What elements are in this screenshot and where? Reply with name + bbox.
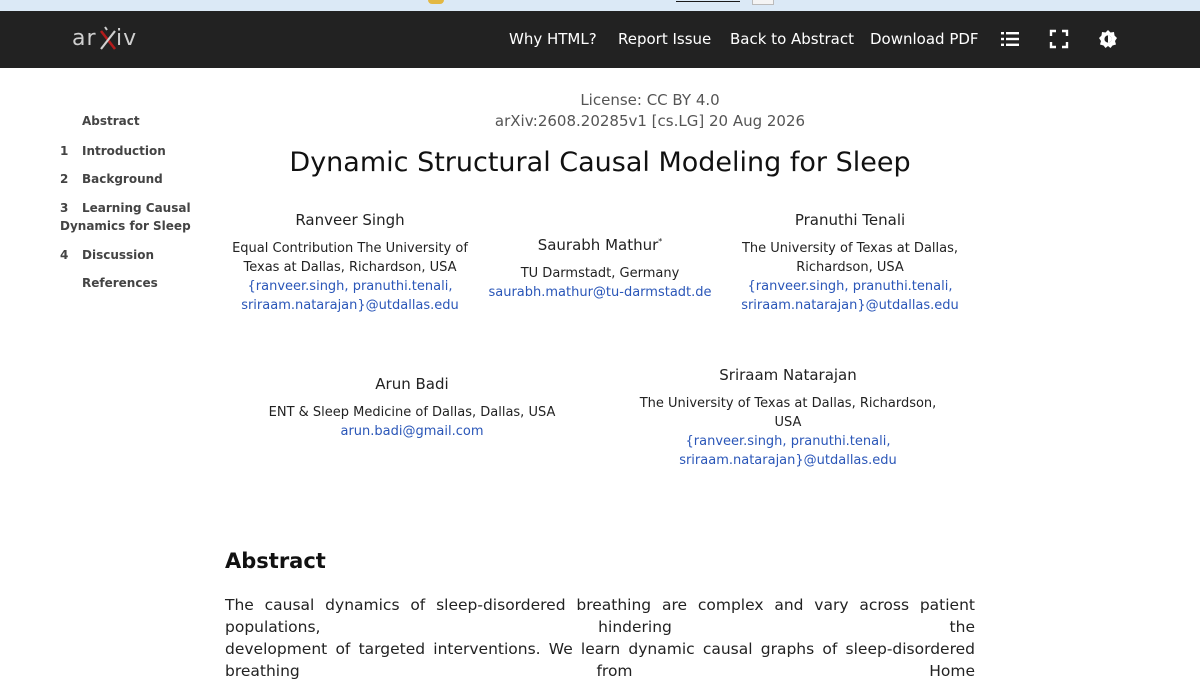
- back-to-abstract-link[interactable]: Back to Abstract: [730, 30, 854, 48]
- download-pdf-link[interactable]: Download PDF: [870, 30, 979, 48]
- abstract-line: The causal dynamics of sleep-disordered breathing are complex and vary across patient populations, hindering the: [225, 596, 975, 636]
- toc-label: Learning Causal Dynamics for Sleep: [60, 201, 191, 233]
- author-block: [262, 375, 562, 441]
- toc-number: 3: [60, 201, 69, 215]
- equal-contribution-mark: *: [658, 237, 663, 246]
- author-affiliation: Richardson, USA: [796, 260, 904, 275]
- report-issue-link[interactable]: Report Issue: [618, 30, 712, 48]
- svg-text:ar: ar: [72, 26, 97, 51]
- banner-emoji-icon: [428, 0, 444, 4]
- author-email[interactable]: {ranveer.singh, pranuthi.tenali,: [685, 434, 891, 449]
- author-block: [730, 211, 970, 315]
- arxiv-logo[interactable]: [72, 23, 142, 55]
- toc-label: Background: [82, 172, 163, 186]
- abstract-heading: Abstract: [225, 549, 326, 573]
- author-affiliation: Equal Contribution The University of: [232, 241, 468, 256]
- toc-number: 2: [60, 172, 69, 186]
- author-block: [628, 366, 948, 470]
- toc-label: Introduction: [82, 144, 166, 158]
- author-name: [480, 232, 720, 255]
- author-name: Pranuthi Tenali: [794, 211, 906, 229]
- paper-title: Dynamic Structural Causal Modeling for Sleep: [289, 147, 911, 178]
- arxiv-id-line: arXiv:2608.20285v1 [cs.LG] 20 Aug 2026: [494, 112, 806, 130]
- svg-text:iv: iv: [116, 26, 138, 51]
- banner-link-underline[interactable]: [676, 1, 740, 2]
- author-affiliation: The University of Texas at Dallas,: [741, 241, 959, 256]
- author-name-text: Saurabh Mathur: [537, 236, 659, 254]
- browser-banner-strip: [0, 0, 1200, 11]
- author-name: Ranveer Singh: [295, 211, 405, 229]
- author-email[interactable]: sriraam.natarajan}@utdallas.edu: [679, 453, 897, 468]
- author-block: [230, 211, 470, 315]
- author-email[interactable]: sriraam.natarajan}@utdallas.edu: [241, 298, 459, 313]
- banner-close-icon[interactable]: [752, 0, 774, 5]
- abstract-text: [225, 594, 975, 682]
- author-affiliation: The University of Texas at Dallas, Richardson, USA: [639, 396, 937, 430]
- author-name: Sriraam Natarajan: [719, 366, 857, 384]
- author-name: Arun Badi: [375, 375, 449, 393]
- fullscreen-icon[interactable]: [1049, 29, 1069, 49]
- author-affiliation: ENT & Sleep Medicine of Dallas, Dallas, USA: [268, 405, 556, 420]
- author-block: [480, 232, 720, 302]
- author-affiliation: TU Darmstadt, Germany: [520, 266, 680, 281]
- author-email[interactable]: {ranveer.singh, pranuthi.tenali,: [247, 279, 453, 294]
- license-line[interactable]: License: CC BY 4.0: [580, 91, 720, 109]
- arxiv-logo-icon: [72, 23, 142, 55]
- abstract-line: development of targeted interventions. We learn dynamic causal graphs of sleep-disordered breathing from Home: [225, 640, 975, 680]
- top-navbar: [0, 11, 1200, 68]
- toc-label: References: [82, 276, 158, 290]
- author-email[interactable]: sriraam.natarajan}@utdallas.edu: [741, 298, 959, 313]
- why-html-link[interactable]: Why HTML?: [509, 30, 597, 48]
- author-email[interactable]: saurabh.mathur@tu-darmstadt.de: [488, 285, 712, 300]
- author-affiliation: Texas at Dallas, Richardson, USA: [243, 260, 457, 275]
- toc-label: Abstract: [82, 114, 140, 128]
- toc-number: 1: [60, 144, 69, 158]
- author-email[interactable]: {ranveer.singh, pranuthi.tenali,: [747, 279, 953, 294]
- author-email[interactable]: arun.badi@gmail.com: [340, 424, 484, 439]
- toc-label: Discussion: [82, 248, 155, 262]
- theme-gear-icon[interactable]: [1098, 29, 1118, 49]
- list-icon[interactable]: [1000, 29, 1020, 49]
- toc-number: 4: [60, 248, 69, 262]
